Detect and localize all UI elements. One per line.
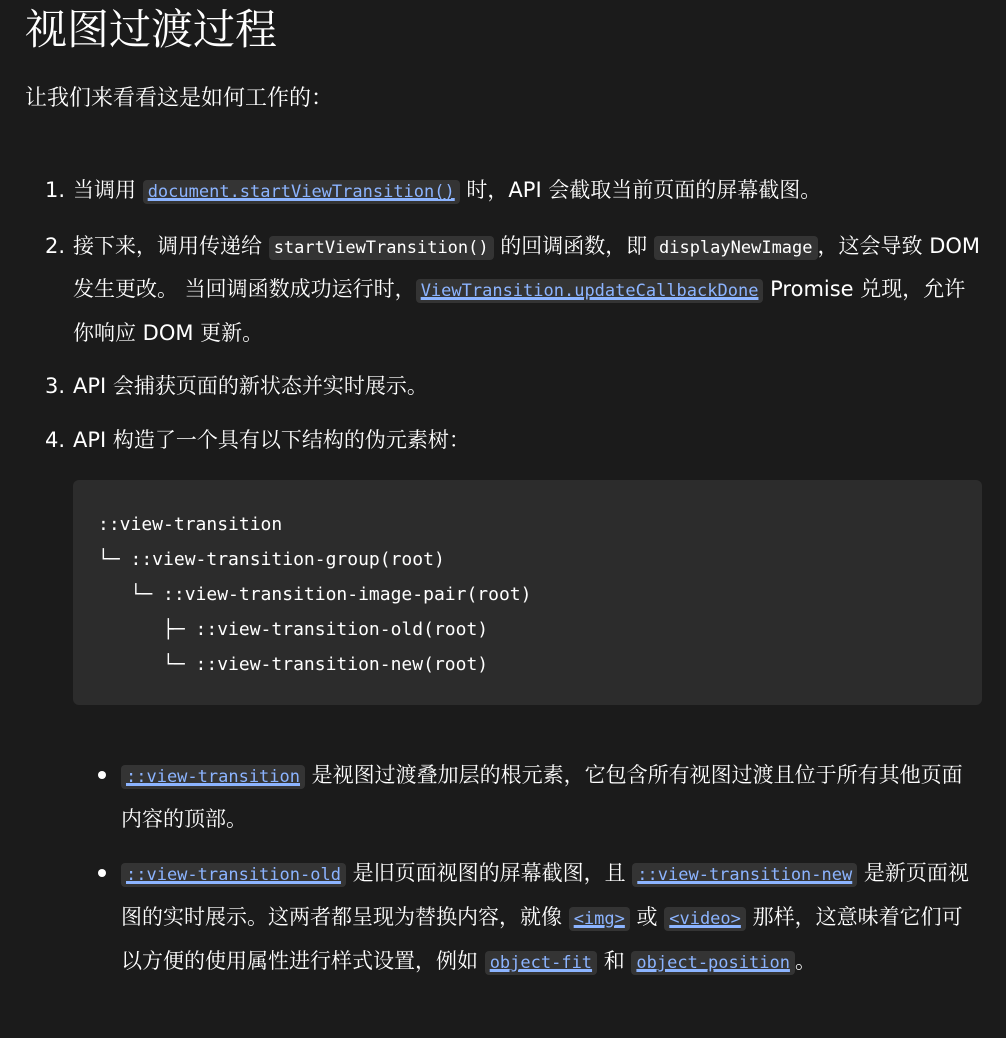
- tree-line: ├─ ::view-transition-old(root): [98, 619, 489, 640]
- link-update-callback-done[interactable]: [416, 277, 764, 301]
- tree-line: ::view-transition: [98, 514, 283, 535]
- step-text: Promise 兑现，允许你响应 DOM 更新。: [73, 277, 966, 345]
- intro-text: 让我们来看看这是如何工作的：: [25, 86, 334, 111]
- note-text: 是旧页面视图的屏幕截图，且: [345, 861, 633, 885]
- list-item-step-3: [45, 366, 985, 408]
- list-item-step-2: [45, 226, 985, 355]
- note-text: 是新页面视图的实时展示。这两者都呈现为替换内容，就像: [121, 861, 969, 929]
- step-text: 的回调函数，即: [493, 233, 654, 258]
- note-text: 那样，这意味着它们可以方便的使用属性进行样式设置，例如: [121, 905, 963, 973]
- pseudo-element-tree-code-block: [73, 480, 982, 705]
- link-view-transition-old[interactable]: [121, 861, 346, 885]
- code-object-fit: object-fit: [485, 951, 597, 975]
- step-text: ，这会导致 DOM 发生更改。 当回调函数成功运行时，: [73, 233, 981, 301]
- code-view-transition: ::view-transition: [121, 765, 305, 789]
- code-video: <video>: [664, 907, 746, 931]
- code-view-transition-old: ::view-transition-old: [121, 863, 346, 887]
- bullet-icon: [98, 771, 106, 779]
- code-update-callback-done: ViewTransition.updateCallbackDone: [416, 279, 764, 303]
- page-title: 视图过渡过程: [25, 5, 278, 54]
- list-number: 1.: [45, 178, 66, 202]
- step-text: 当调用: [73, 178, 143, 202]
- list-number: 4.: [45, 427, 66, 452]
- bullet-icon: [98, 869, 106, 877]
- step-text: API 会捕获页面的新状态并实时展示。: [73, 374, 428, 398]
- list-number: 2.: [45, 233, 66, 258]
- code-view-transition-new: ::view-transition-new: [632, 863, 857, 887]
- step-text: 时，API 会截取当前页面的屏幕截图。: [459, 178, 822, 202]
- list-item-note-1: [98, 754, 978, 840]
- notes-list: [98, 754, 978, 996]
- link-view-transition-new[interactable]: [632, 861, 857, 885]
- tree-line: └─ ::view-transition-group(root): [98, 549, 445, 570]
- code-object-position: object-position: [631, 951, 795, 975]
- note-text: 是视图过渡叠加层的根元素，它包含所有视图过渡且位于所有其他页面内容的顶部。: [121, 763, 963, 831]
- link-video[interactable]: [664, 905, 746, 929]
- tree-line: └─ ::view-transition-new(root): [98, 654, 489, 675]
- list-item-step-1: [45, 170, 985, 214]
- link-img[interactable]: [569, 905, 630, 929]
- note-text: 和: [597, 949, 632, 973]
- note-text: 或: [629, 905, 665, 929]
- step-text: 接下来，调用传递给: [73, 233, 269, 258]
- link-object-fit[interactable]: [485, 949, 597, 973]
- list-item-note-2: [98, 852, 978, 984]
- link-start-view-transition[interactable]: [143, 178, 460, 202]
- list-number: 3.: [45, 374, 66, 398]
- step-text: API 构造了一个具有以下结构的伪元素树：: [73, 427, 470, 452]
- link-view-transition[interactable]: [121, 763, 305, 787]
- code-start-view-transition: document.startViewTransition(): [143, 180, 460, 204]
- list-item-step-4: [45, 420, 985, 462]
- link-object-position[interactable]: [631, 949, 795, 973]
- steps-list: [45, 170, 985, 473]
- tree-line: └─ ::view-transition-image-pair(root): [98, 584, 532, 605]
- code-start-view-transition-plain: startViewTransition(): [269, 236, 494, 260]
- code-img: <img>: [569, 907, 630, 931]
- note-text: 。: [794, 949, 816, 973]
- code-display-new-image: displayNewImage: [654, 236, 818, 260]
